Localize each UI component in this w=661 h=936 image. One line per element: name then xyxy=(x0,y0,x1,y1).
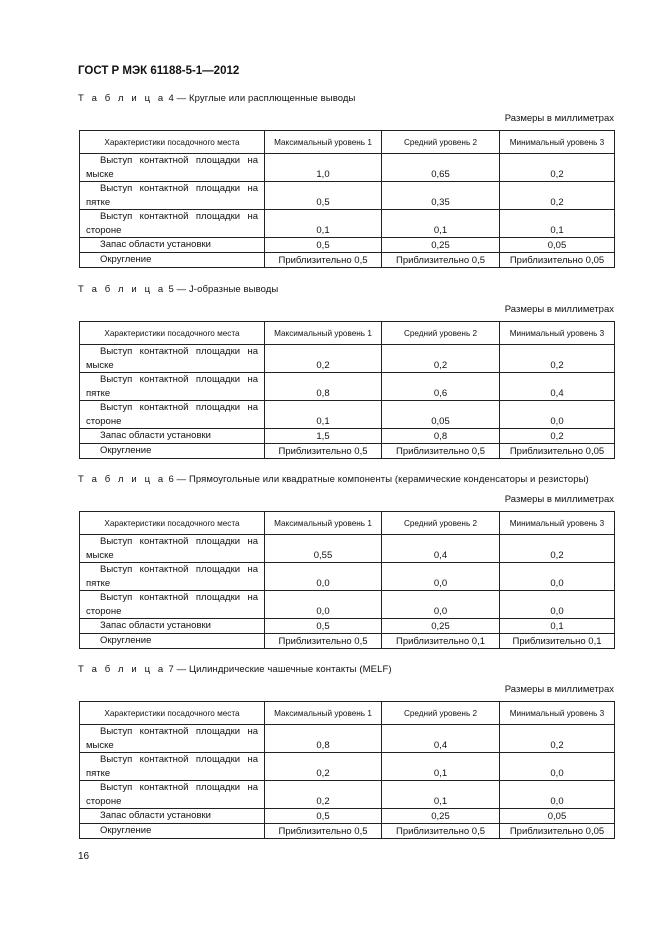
table-cell: 0,2 xyxy=(500,429,615,444)
page-number: 16 xyxy=(78,851,90,862)
row-label-toe xyxy=(80,535,265,563)
table-cell: 0,2 xyxy=(382,345,500,373)
row-label-line: Выступ контактной площадки на xyxy=(100,592,258,603)
table-row-toe xyxy=(80,345,615,373)
table-cell: Приблизительно 0,1 xyxy=(500,634,615,649)
table-cell: 0,8 xyxy=(265,725,382,753)
row-label-courtyard: Запас области установки xyxy=(80,429,265,444)
row-label-line: Выступ контактной площадки на xyxy=(100,183,258,194)
table-cell: 0,2 xyxy=(265,781,382,809)
table-cell: 0,5 xyxy=(265,238,382,253)
table-row-toe xyxy=(80,535,615,563)
table-row-rounding xyxy=(80,634,615,649)
row-label-rounding: Округление xyxy=(80,444,265,459)
col-header-level1: Максимальный уровень 1 xyxy=(265,322,382,345)
table-row-rounding xyxy=(80,253,615,268)
units-note: Размеры в миллиметрах xyxy=(504,113,614,124)
table-caption-text: 5 — J-образные выводы xyxy=(165,284,279,295)
table-cell: 0,2 xyxy=(500,535,615,563)
table-row-courtyard xyxy=(80,429,615,444)
table-cell: Приблизительно 0,5 xyxy=(265,253,382,268)
table-caption-prefix: Т а б л и ц а xyxy=(78,284,166,295)
col-header-level1: Максимальный уровень 1 xyxy=(265,131,382,154)
col-header-level3: Минимальный уровень 3 xyxy=(500,322,615,345)
table-cell: 0,5 xyxy=(265,619,382,634)
table-header-row xyxy=(80,322,615,345)
table-cell: 0,35 xyxy=(382,182,500,210)
row-label-line: стороне xyxy=(86,795,122,807)
row-label-toe xyxy=(80,154,265,182)
table-caption xyxy=(78,474,589,485)
row-label-line: мыске xyxy=(86,739,114,751)
row-label-side xyxy=(80,401,265,429)
table-caption-text: 4 — Круглые или расплющенные выводы xyxy=(165,93,356,104)
table-cell: 0,2 xyxy=(500,154,615,182)
col-header-level3: Минимальный уровень 3 xyxy=(500,512,615,535)
table-cell: 0,25 xyxy=(382,809,500,824)
row-label-line: Выступ контактной площадки на xyxy=(100,754,258,765)
table-caption-prefix: Т а б л и ц а xyxy=(78,664,166,675)
col-header-characteristics: Характеристики посадочного места xyxy=(80,322,265,345)
table-header-row xyxy=(80,702,615,725)
table-cell: 0,1 xyxy=(265,210,382,238)
table-row-courtyard xyxy=(80,238,615,253)
table-cell: 0,0 xyxy=(500,781,615,809)
table-row-side xyxy=(80,210,615,238)
table-row-heel xyxy=(80,563,615,591)
table-cell: 0,0 xyxy=(382,563,500,591)
table-cell: Приблизительно 0,05 xyxy=(500,444,615,459)
spec-table xyxy=(79,130,615,268)
table-cell: 0,0 xyxy=(265,591,382,619)
table-cell: 0,5 xyxy=(265,182,382,210)
table-cell: 0,2 xyxy=(500,725,615,753)
table-cell: Приблизительно 0,5 xyxy=(265,444,382,459)
units-note: Размеры в миллиметрах xyxy=(504,304,614,315)
table-cell: 0,05 xyxy=(500,238,615,253)
table-cell: 0,8 xyxy=(382,429,500,444)
spec-table xyxy=(79,321,615,459)
row-label-rounding: Округление xyxy=(80,634,265,649)
row-label-heel xyxy=(80,373,265,401)
table-cell: 0,2 xyxy=(500,345,615,373)
table-cell: 0,4 xyxy=(382,725,500,753)
table-row-toe xyxy=(80,725,615,753)
row-label-line: Выступ контактной площадки на xyxy=(100,564,258,575)
table-cell: 0,2 xyxy=(265,753,382,781)
table-caption-text: 6 — Прямоугольные или квадратные компоненты (керамические конденсаторы и резисторы) xyxy=(165,474,589,485)
table-cell: 0,1 xyxy=(500,619,615,634)
table-cell: 0,1 xyxy=(382,781,500,809)
table-row-courtyard xyxy=(80,809,615,824)
row-label-courtyard: Запас области установки xyxy=(80,619,265,634)
table-cell: 0,2 xyxy=(500,182,615,210)
table-cell: 0,2 xyxy=(265,345,382,373)
table-cell: 0,4 xyxy=(382,535,500,563)
table-cell: 0,55 xyxy=(265,535,382,563)
table-cell: Приблизительно 0,05 xyxy=(500,253,615,268)
table-row-heel xyxy=(80,753,615,781)
row-label-line: пятке xyxy=(86,577,111,589)
row-label-line: стороне xyxy=(86,224,122,236)
table-cell: 0,4 xyxy=(500,373,615,401)
table-row-side xyxy=(80,781,615,809)
table-row-courtyard xyxy=(80,619,615,634)
table-cell: 0,0 xyxy=(265,563,382,591)
table-cell: 0,1 xyxy=(382,210,500,238)
col-header-level3: Минимальный уровень 3 xyxy=(500,131,615,154)
document-header: ГОСТ Р МЭК 61188-5-1—2012 xyxy=(78,65,240,77)
row-label-line: стороне xyxy=(86,415,122,427)
table-row-heel xyxy=(80,373,615,401)
row-label-line: Выступ контактной площадки на xyxy=(100,211,258,222)
table-cell: 0,0 xyxy=(500,563,615,591)
row-label-line: мыске xyxy=(86,168,114,180)
row-label-toe xyxy=(80,725,265,753)
units-note: Размеры в миллиметрах xyxy=(504,684,614,695)
row-label-rounding: Округление xyxy=(80,824,265,839)
table-cell: 1,5 xyxy=(265,429,382,444)
table-caption xyxy=(78,664,392,675)
table-caption-prefix: Т а б л и ц а xyxy=(78,474,166,485)
row-label-line: Выступ контактной площадки на xyxy=(100,402,258,413)
row-label-line: мыске xyxy=(86,549,114,561)
table-row-side xyxy=(80,401,615,429)
col-header-characteristics: Характеристики посадочного места xyxy=(80,131,265,154)
row-label-rounding: Округление xyxy=(80,253,265,268)
table-cell: 0,0 xyxy=(500,591,615,619)
row-label-heel xyxy=(80,753,265,781)
col-header-characteristics: Характеристики посадочного места xyxy=(80,702,265,725)
table-cell: 0,0 xyxy=(500,753,615,781)
row-label-heel xyxy=(80,563,265,591)
row-label-line: пятке xyxy=(86,387,111,399)
col-header-level2: Средний уровень 2 xyxy=(382,702,500,725)
row-label-line: Выступ контактной площадки на xyxy=(100,155,258,166)
row-label-line: Выступ контактной площадки на xyxy=(100,346,258,357)
table-cell: Приблизительно 0,5 xyxy=(265,824,382,839)
table-cell: 1,0 xyxy=(265,154,382,182)
row-label-side xyxy=(80,591,265,619)
table-row-rounding xyxy=(80,444,615,459)
table-caption-prefix: Т а б л и ц а xyxy=(78,93,166,104)
spec-table xyxy=(79,701,615,839)
row-label-heel xyxy=(80,182,265,210)
table-caption-text: 7 — Цилиндрические чашечные контакты (MELF) xyxy=(165,664,392,675)
table-caption xyxy=(78,93,356,104)
table-cell: 0,1 xyxy=(382,753,500,781)
table-cell: 0,25 xyxy=(382,238,500,253)
table-cell: Приблизительно 0,5 xyxy=(265,634,382,649)
table-header-row xyxy=(80,512,615,535)
row-label-toe xyxy=(80,345,265,373)
table-cell: 0,65 xyxy=(382,154,500,182)
row-label-courtyard: Запас области установки xyxy=(80,238,265,253)
table-row-rounding xyxy=(80,824,615,839)
row-label-line: пятке xyxy=(86,196,111,208)
table-cell: Приблизительно 0,1 xyxy=(382,634,500,649)
table-cell: 0,0 xyxy=(500,401,615,429)
row-label-line: Выступ контактной площадки на xyxy=(100,374,258,385)
table-row-heel xyxy=(80,182,615,210)
table-cell: 0,05 xyxy=(500,809,615,824)
col-header-level1: Максимальный уровень 1 xyxy=(265,702,382,725)
row-label-line: пятке xyxy=(86,767,111,779)
table-caption xyxy=(78,284,278,295)
row-label-courtyard: Запас области установки xyxy=(80,809,265,824)
spec-table xyxy=(79,511,615,649)
table-header-row xyxy=(80,131,615,154)
col-header-level2: Средний уровень 2 xyxy=(382,512,500,535)
table-cell: Приблизительно 0,5 xyxy=(382,253,500,268)
table-cell: Приблизительно 0,05 xyxy=(500,824,615,839)
col-header-level2: Средний уровень 2 xyxy=(382,322,500,345)
row-label-line: Выступ контактной площадки на xyxy=(100,536,258,547)
row-label-side xyxy=(80,781,265,809)
table-cell: 0,5 xyxy=(265,809,382,824)
table-row-toe xyxy=(80,154,615,182)
col-header-level3: Минимальный уровень 3 xyxy=(500,702,615,725)
col-header-characteristics: Характеристики посадочного места xyxy=(80,512,265,535)
table-cell: 0,1 xyxy=(265,401,382,429)
col-header-level1: Максимальный уровень 1 xyxy=(265,512,382,535)
units-note: Размеры в миллиметрах xyxy=(504,494,614,505)
table-cell: 0,05 xyxy=(382,401,500,429)
table-cell: 0,1 xyxy=(500,210,615,238)
row-label-side xyxy=(80,210,265,238)
table-cell: Приблизительно 0,5 xyxy=(382,444,500,459)
table-cell: 0,6 xyxy=(382,373,500,401)
table-row-side xyxy=(80,591,615,619)
table-cell: 0,8 xyxy=(265,373,382,401)
col-header-level2: Средний уровень 2 xyxy=(382,131,500,154)
row-label-line: Выступ контактной площадки на xyxy=(100,782,258,793)
table-cell: 0,0 xyxy=(382,591,500,619)
row-label-line: мыске xyxy=(86,359,114,371)
row-label-line: стороне xyxy=(86,605,122,617)
table-cell: 0,25 xyxy=(382,619,500,634)
table-cell: Приблизительно 0,5 xyxy=(382,824,500,839)
row-label-line: Выступ контактной площадки на xyxy=(100,726,258,737)
